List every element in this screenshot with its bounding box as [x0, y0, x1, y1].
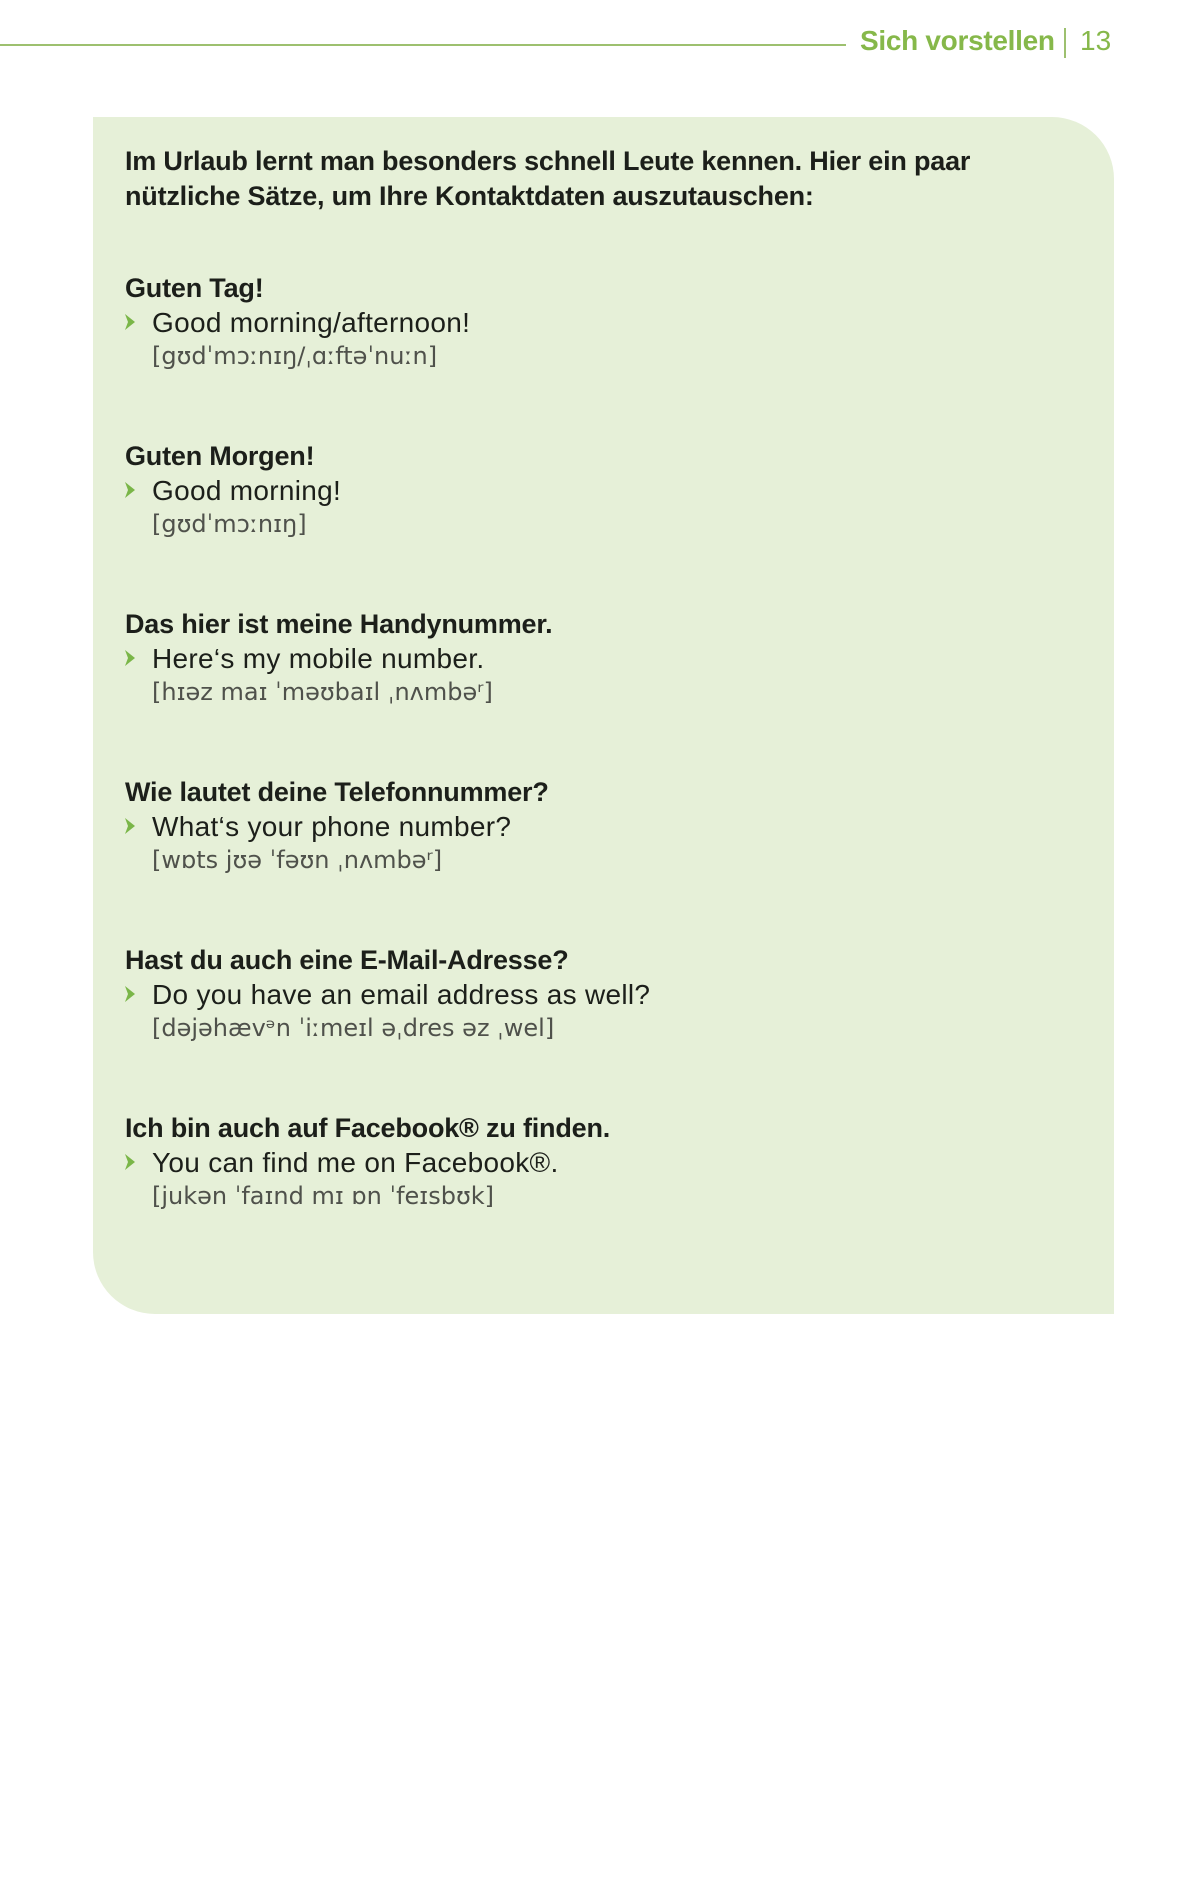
english-translation: You can find me on Facebook®.	[152, 1147, 559, 1178]
german-phrase: Wie lautet deine Telefonnummer?	[125, 777, 549, 807]
chevron-right-icon	[123, 1153, 137, 1171]
chevron-right-icon	[123, 649, 137, 667]
phonetic-transcription: [jukən ˈfaɪnd mɪ ɒn ˈfeɪsbʊk]	[152, 1182, 495, 1210]
german-phrase: Hast du auch eine E-Mail-Adresse?	[125, 945, 569, 975]
phonetic-transcription: [wɒts jʊə ˈfəʊn ˌnʌmbəʳ]	[152, 846, 443, 874]
page-number: 13	[1080, 25, 1112, 56]
chevron-right-icon	[123, 817, 137, 835]
english-translation: Good morning/afternoon!	[152, 307, 471, 338]
phonetic-transcription: [gʊdˈmɔːnɪŋ]	[152, 510, 307, 538]
chevron-right-icon	[123, 985, 137, 1003]
phrase-entry	[125, 944, 1085, 1044]
english-translation: Do you have an email address as well?	[152, 979, 651, 1010]
german-phrase: Das hier ist meine Handynummer.	[125, 609, 553, 639]
phrase-entry	[125, 1112, 1085, 1212]
english-translation: Good morning!	[152, 475, 342, 506]
chevron-right-icon	[123, 313, 137, 331]
phrase-entry	[125, 440, 1085, 540]
header-rule	[0, 44, 846, 46]
english-translation: What‘s your phone number?	[152, 811, 512, 842]
english-translation: Here‘s my mobile number.	[152, 643, 485, 674]
phonetic-transcription: [gʊdˈmɔːnɪŋ/ˌɑːftəˈnuːn]	[152, 342, 438, 370]
header-separator	[1064, 28, 1066, 58]
phonetic-transcription: [hɪəz maɪ ˈməʊbaɪl ˌnʌmbəʳ]	[152, 678, 493, 706]
phonetic-transcription: [dəjəhævᵊn ˈiːmeɪl əˌdres əz ˌwel]	[152, 1014, 555, 1042]
phrase-entry	[125, 272, 1085, 372]
phrase-entry	[125, 608, 1085, 708]
german-phrase: Guten Morgen!	[125, 441, 315, 471]
section-title: Sich vorstellen	[860, 25, 1055, 56]
german-phrase: Guten Tag!	[125, 273, 264, 303]
german-phrase: Ich bin auch auf Facebook® zu finden.	[125, 1113, 611, 1143]
phrase-entry	[125, 776, 1085, 876]
intro-text: Im Urlaub lernt man besonders schnell Leute kennen. Hier ein paar nützliche Sätze, um Ihre Kontaktdaten auszutauschen:	[125, 146, 971, 211]
chevron-right-icon	[123, 481, 137, 499]
